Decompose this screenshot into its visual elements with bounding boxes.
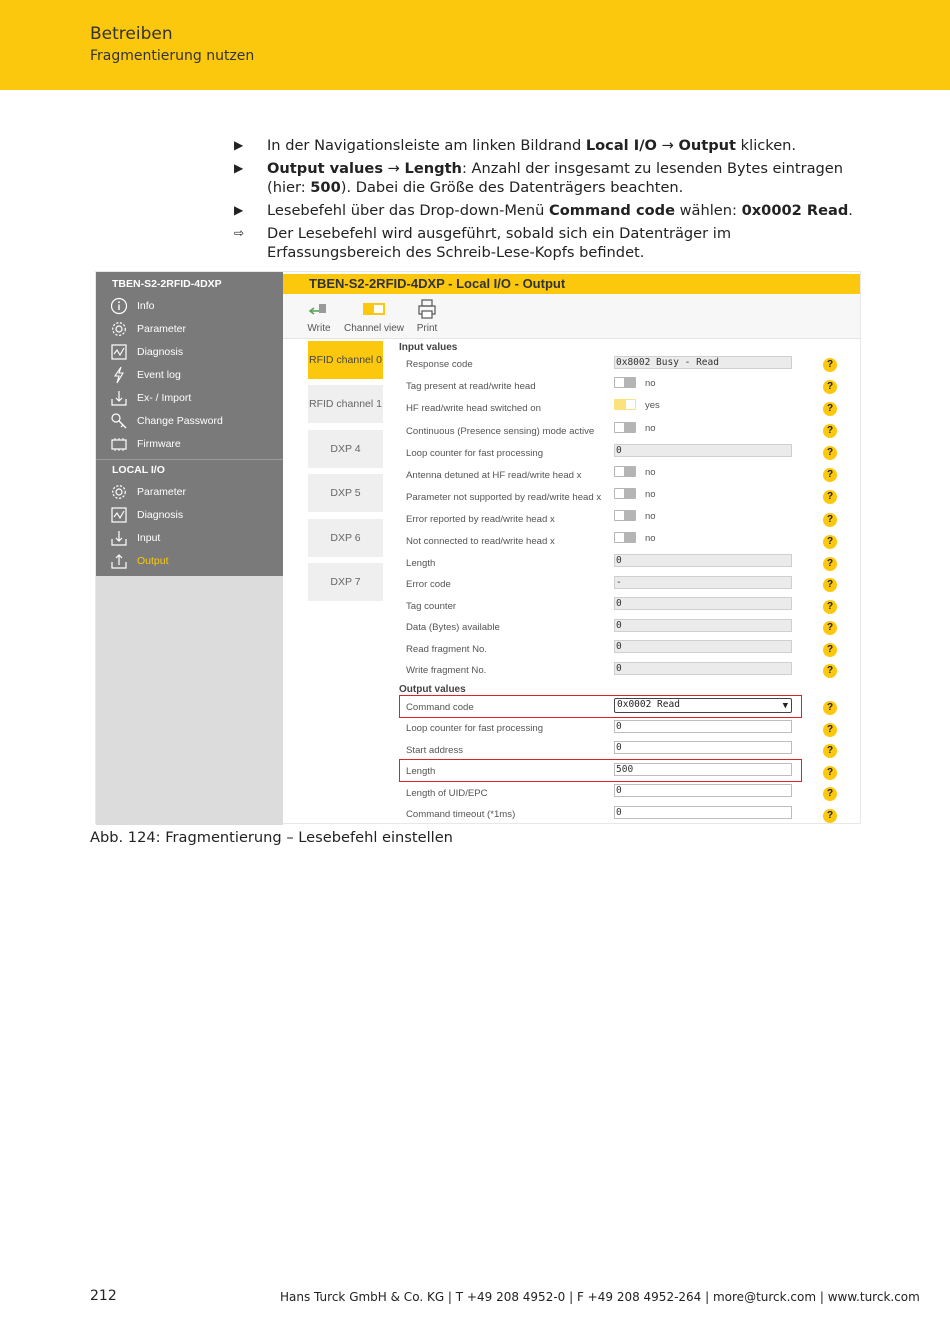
import-export-icon <box>110 389 128 407</box>
page-number: 212 <box>90 1288 117 1304</box>
antenna-detuned-label: Antenna detuned at HF read/write head x <box>406 470 582 481</box>
error-code-value: - <box>614 576 792 589</box>
loop-counter-label: Loop counter for fast processing <box>406 448 544 459</box>
sidebar <box>96 272 283 825</box>
sidebar-item-diagnosis[interactable] <box>110 342 280 362</box>
tab-rfid-channel-1[interactable]: RFID channel 1 <box>308 385 383 423</box>
step-3: ▶ Lesebefehl über das Drop-down-Menü Command code wählen: 0x0002 Read. <box>234 202 853 219</box>
sidebar-item-label: Input <box>137 532 161 544</box>
tab-dxp-6[interactable]: DXP 6 <box>308 519 383 557</box>
continuous-mode-label: Continuous (Presence sensing) mode active <box>406 426 595 437</box>
tab-dxp-5[interactable]: DXP 5 <box>308 474 383 512</box>
channel-view-button[interactable]: Channel view <box>341 298 407 334</box>
help-icon[interactable]: ? <box>823 446 837 460</box>
diagnosis-icon <box>110 506 128 524</box>
help-icon[interactable]: ? <box>823 490 837 504</box>
sidebar-item-firmware[interactable] <box>110 434 280 454</box>
sidebar-item-label: Event log <box>137 369 181 381</box>
not-connected-value: no <box>645 533 656 544</box>
help-icon[interactable]: ? <box>823 787 837 801</box>
print-button[interactable]: Print <box>413 298 441 334</box>
antenna-detuned-toggle <box>614 466 636 477</box>
sidebar-item-label: Parameter <box>137 323 187 335</box>
section-subtitle: Fragmentierung nutzen <box>90 48 255 64</box>
footer-contact: Hans Turck GmbH & Co. KG | T +49 208 4952-0 | F +49 208 4952-264 | more@turck.com | www.turck.com <box>280 1290 920 1304</box>
sidebar-item-label: Diagnosis <box>137 346 184 358</box>
error-code-label: Error code <box>406 579 451 590</box>
not-connected-toggle <box>614 532 636 543</box>
input-length-value: 0 <box>614 554 792 567</box>
tag-present-label: Tag present at read/write head <box>406 381 536 392</box>
write-icon <box>305 298 333 320</box>
help-icon[interactable]: ? <box>823 600 837 614</box>
param-not-supported-toggle <box>614 488 636 499</box>
param-not-supported-label: Parameter not supported by read/write head x <box>406 492 602 503</box>
key-icon <box>110 412 128 430</box>
sidebar-item-input[interactable] <box>110 528 280 548</box>
loop-counter-value: 0 <box>614 444 792 457</box>
help-icon[interactable]: ? <box>823 402 837 416</box>
sidebar-item-parameter[interactable] <box>110 319 280 339</box>
help-icon[interactable]: ? <box>823 664 837 678</box>
firmware-icon <box>110 435 128 453</box>
output-length-label: Length <box>406 766 436 777</box>
not-connected-label: Not connected to read/write head x <box>406 536 555 547</box>
local-io-heading: LOCAL I/O <box>112 464 165 476</box>
output-length-input[interactable]: 500 <box>614 763 792 776</box>
sidebar-item-label: Parameter <box>137 486 187 498</box>
tag-present-value: no <box>645 378 656 389</box>
hf-switched-value: yes <box>645 400 660 411</box>
output-loop-counter-input[interactable]: 0 <box>614 720 792 733</box>
instruction-list <box>234 136 864 266</box>
tag-counter-value: 0 <box>614 597 792 610</box>
data-available-value: 0 <box>614 619 792 632</box>
chevron-down-icon: ▼ <box>782 701 788 711</box>
hf-switched-label: HF read/write head switched on <box>406 403 541 414</box>
help-icon[interactable]: ? <box>823 557 837 571</box>
command-timeout-input[interactable]: 0 <box>614 806 792 819</box>
input-values-heading: Input values <box>399 342 458 353</box>
output-loop-counter-label: Loop counter for fast processing <box>406 723 544 734</box>
sidebar-item-ex-import[interactable] <box>110 388 280 408</box>
bullet-marker: ▶ <box>234 138 244 152</box>
sidebar-divider <box>96 459 283 460</box>
read-fragment-label: Read fragment No. <box>406 644 488 655</box>
help-icon[interactable]: ? <box>823 358 837 372</box>
step-2: ▶ Output values → Length: Anzahl der insgesamt zu lesenden Bytes eintragen (hier: 500). Dabei die Größe des Datenträgers beachten. <box>234 160 843 196</box>
sidebar-item-change-password[interactable] <box>110 411 280 431</box>
help-icon[interactable]: ? <box>823 468 837 482</box>
sidebar-item-label: Firmware <box>137 438 181 450</box>
webserver-screenshot <box>95 271 861 824</box>
printer-icon <box>413 298 441 320</box>
command-timeout-label: Command timeout (*1ms) <box>406 809 516 820</box>
help-icon[interactable]: ? <box>823 424 837 438</box>
step-result: ⇨ Der Lesebefehl wird ausgeführt, sobald sich ein Datenträger im Erfassungsbereich des Schreib-Lese-Kopfs befindet. <box>234 225 732 261</box>
help-icon[interactable]: ? <box>823 643 837 657</box>
input-length-label: Length <box>406 558 436 569</box>
gear-icon <box>110 320 128 338</box>
gear-icon <box>110 483 128 501</box>
sidebar-item-local-diagnosis[interactable] <box>110 505 280 525</box>
tab-rfid-channel-0[interactable]: RFID channel 0 <box>308 341 383 379</box>
response-code-value: 0x8002 Busy - Read <box>614 356 792 369</box>
page-title: TBEN-S2-2RFID-4DXP - Local I/O - Output <box>283 274 860 294</box>
sidebar-item-label: Ex- / Import <box>137 392 192 404</box>
info-icon <box>110 297 128 315</box>
start-address-input[interactable]: 0 <box>614 741 792 754</box>
sidebar-item-label: Change Password <box>137 415 223 427</box>
error-reported-toggle <box>614 510 636 521</box>
sidebar-item-label: Info <box>137 300 155 312</box>
tag-counter-label: Tag counter <box>406 601 457 612</box>
continuous-mode-value: no <box>645 423 656 434</box>
help-icon[interactable]: ? <box>823 723 837 737</box>
result-arrow-icon: ⇨ <box>234 226 245 240</box>
chapter-title: Betreiben <box>90 24 173 44</box>
sidebar-item-label: Diagnosis <box>137 509 184 521</box>
sidebar-item-event-log[interactable] <box>110 365 280 385</box>
param-not-supported-value: no <box>645 489 656 500</box>
sidebar-item-local-parameter[interactable] <box>110 482 280 502</box>
bullet-marker: ▶ <box>234 161 244 175</box>
help-icon[interactable]: ? <box>823 701 837 715</box>
command-code-select[interactable]: 0x0002 Read ▼ <box>614 698 792 713</box>
write-fragment-value: 0 <box>614 662 792 675</box>
antenna-detuned-value: no <box>645 467 656 478</box>
toolbar <box>283 294 860 339</box>
header-band <box>0 0 950 90</box>
help-icon[interactable]: ? <box>823 809 837 823</box>
event-log-icon <box>110 366 128 384</box>
response-code-label: Response code <box>406 359 473 370</box>
sidebar-panel <box>96 272 283 576</box>
tab-dxp-7[interactable]: DXP 7 <box>308 563 383 601</box>
write-fragment-label: Write fragment No. <box>406 665 487 676</box>
channel-view-icon <box>341 298 407 320</box>
help-icon[interactable]: ? <box>823 766 837 780</box>
help-icon[interactable]: ? <box>823 535 837 549</box>
device-name: TBEN-S2-2RFID-4DXP <box>112 278 222 290</box>
error-reported-value: no <box>645 511 656 522</box>
help-icon[interactable]: ? <box>823 578 837 592</box>
output-icon <box>110 552 128 570</box>
figure-caption: Abb. 124: Fragmentierung – Lesebefehl einstellen <box>90 829 453 846</box>
hf-switched-toggle <box>614 399 636 410</box>
sidebar-item-label: Output <box>137 555 169 567</box>
bullet-marker: ▶ <box>234 203 244 217</box>
help-icon[interactable]: ? <box>823 621 837 635</box>
sidebar-item-info[interactable] <box>110 296 280 316</box>
continuous-mode-toggle <box>614 422 636 433</box>
input-icon <box>110 529 128 547</box>
help-icon[interactable]: ? <box>823 380 837 394</box>
step-1: ▶ In der Navigationsleiste am linken Bildrand Local I/O → Output klicken. <box>234 137 797 154</box>
tab-dxp-4[interactable]: DXP 4 <box>308 430 383 468</box>
uid-length-input[interactable]: 0 <box>614 784 792 797</box>
output-values-heading: Output values <box>399 684 466 695</box>
help-icon[interactable]: ? <box>823 744 837 758</box>
start-address-label: Start address <box>406 745 464 756</box>
read-fragment-value: 0 <box>614 640 792 653</box>
help-icon[interactable]: ? <box>823 513 837 527</box>
main-panel <box>283 272 862 825</box>
data-available-label: Data (Bytes) available <box>406 622 500 633</box>
diagnosis-icon <box>110 343 128 361</box>
write-button[interactable]: Write <box>305 298 333 334</box>
error-reported-label: Error reported by read/write head x <box>406 514 555 525</box>
command-code-label: Command code <box>406 702 474 713</box>
uid-length-label: Length of UID/EPC <box>406 788 488 799</box>
sidebar-item-output[interactable] <box>110 551 280 571</box>
tag-present-toggle <box>614 377 636 388</box>
